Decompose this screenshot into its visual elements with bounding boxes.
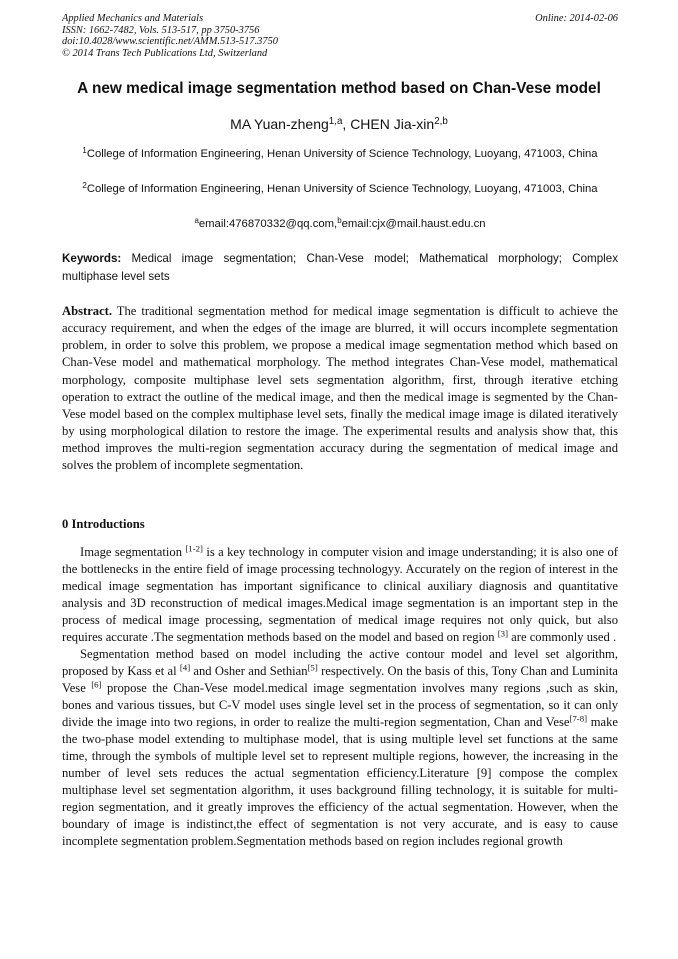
online-date: Online: 2014-02-06 [535,13,618,24]
para2-text-1: Segmentation method based on model including the active contour model and level set algorithm, proposed by Kass et al [62,647,618,678]
email-a-mark: a [194,216,199,226]
abstract [62,303,618,475]
author-list [40,116,638,132]
author-1-affil-mark: 1,a [328,116,343,128]
para1-text-3: are commonly used . [508,630,617,644]
abstract-text: The traditional segmentation method for medical image segmentation is difficult to achieve the accuracy requirement, and when the edges of the image are blurred, it will occurs incomplete segmentation problem, in order to solve this problem, we propose a medical image segmentation method which based on Chan-Vese model and mathematical morphology. The method integrates Chan-Vese model, mathematical morphology, composite multiphase level sets segmentation algorithm, first, through iterative etching operation to extract the outline of the medical image, and then the medical image is segmented by the Chan-Vese model based on the complex multiphase level sets, finally the medical image image is dilated iteratively by using morphological dilation to restore the image. The experimental results and analysis show that, this method improves the multi-region segmentation accuracy during the segmentation of medical image and solves the problem of incomplete segmentation. [62,304,618,473]
email-b-mark: b [337,216,342,226]
para2-text-4: propose the Chan-Vese model.medical image segmentation involves many regions ,such as skin, bones and various tissues, but C-V model uses single level set in the process of segmentation, so it can only divide the image into two regions, in order to realize the multi-region segmentation, Chan and Vese [62,681,618,729]
affiliation-1-text: College of Information Engineering, Henan University of Science Technology, Luoyang, 471003, China [86,148,598,160]
author-2-affil-mark: 2,b [434,116,448,128]
issn-line: ISSN: 1662-7482, Vols. 513-517, pp 3750-3756 [62,24,260,36]
keywords-label: Keywords: [62,252,122,265]
section-heading: 0 Introductions [62,517,145,531]
para2-text-2: and Osher and Sethian [190,664,308,678]
affiliation-1-mark: 1 [82,146,87,156]
affiliation-2-text: College of Information Engineering, Henan University of Science Technology, Luoyang, 471003, China [86,183,598,195]
affiliation-1 [62,146,618,164]
author-1: MA Yuan-zheng [230,116,329,132]
citation-3[interactable]: [3] [497,628,509,639]
email-a[interactable]: email:476870332@qq.com, [198,218,338,230]
email-line [62,216,618,234]
paper-title: A new medical image segmentation method based on Chan-Vese model [77,80,601,97]
paragraph-2 [62,646,618,850]
citation-5[interactable]: [5] [307,662,318,673]
para1-text-2: is a key technology in computer vision and image understanding; it is also one of the bottlenecks in the entire field of image processing technologyy. Accurately on the region of interest in the medical image segmentation has important significance to clinical auxiliary diagnosis and quantitative analysis and 3D reconstruction of medical images.Medical image segmentation is an important step in the process of medical image processing, segmentation of medical image requires not only quick, but also requires accurate .The segmentation methods based on the model and based on region [62,545,618,644]
keywords-text: Medical image segmentation; Chan-Vese model; Mathematical morphology; Complex multiphase level sets [62,252,618,283]
affiliation-2-mark: 2 [82,181,87,191]
author-separator: , [342,116,351,132]
body-text [62,544,618,850]
citation-4[interactable]: [4] [179,662,191,673]
para1-text-1: Image segmentation [80,545,186,559]
doi-line: doi:10.4028/www.scientific.net/AMM.513-517.3750 [62,36,278,48]
copyright-line: © 2014 Trans Tech Publications Ltd, Switzerland [62,47,268,59]
abstract-label: Abstract. [62,304,113,318]
para2-text-5: make the two-phase model extending to multiphase model, that is using multiple level set functions at the same time, through the symbols of multiple level set to represent multiple regions, however, the increasing in the number of level sets reduces the actual segmentation efficiency.Literature [9] compose the complex multiphase level set segmentation algorithm, it uses background filling technology, it is suitable for multi-region segmentation, and it greatly improves the efficiency of the actual segmentation. However, when the boundary of image is indistinct,the effect of segmentation is not very accurate, and is easy to cause incomplete segmentation problem.Segmentation methods based on region includes regional growth [62,715,618,848]
journal-name: Applied Mechanics and Materials [62,13,204,24]
citation-1-2[interactable]: [1-2] [185,543,203,554]
affiliation-2 [62,181,618,199]
journal-header [62,13,618,59]
para2-text-3: respectively. On the basis of this, Tony Chan and Luminita Vese [62,664,619,695]
email-b[interactable]: email:cjx@mail.haust.edu.cn [341,218,486,230]
keywords [62,250,618,285]
citation-7-8[interactable]: [7-8] [569,713,588,724]
paragraph-1 [62,544,618,646]
author-2: CHEN Jia-xin [350,116,435,132]
citation-6[interactable]: [6] [91,679,102,690]
